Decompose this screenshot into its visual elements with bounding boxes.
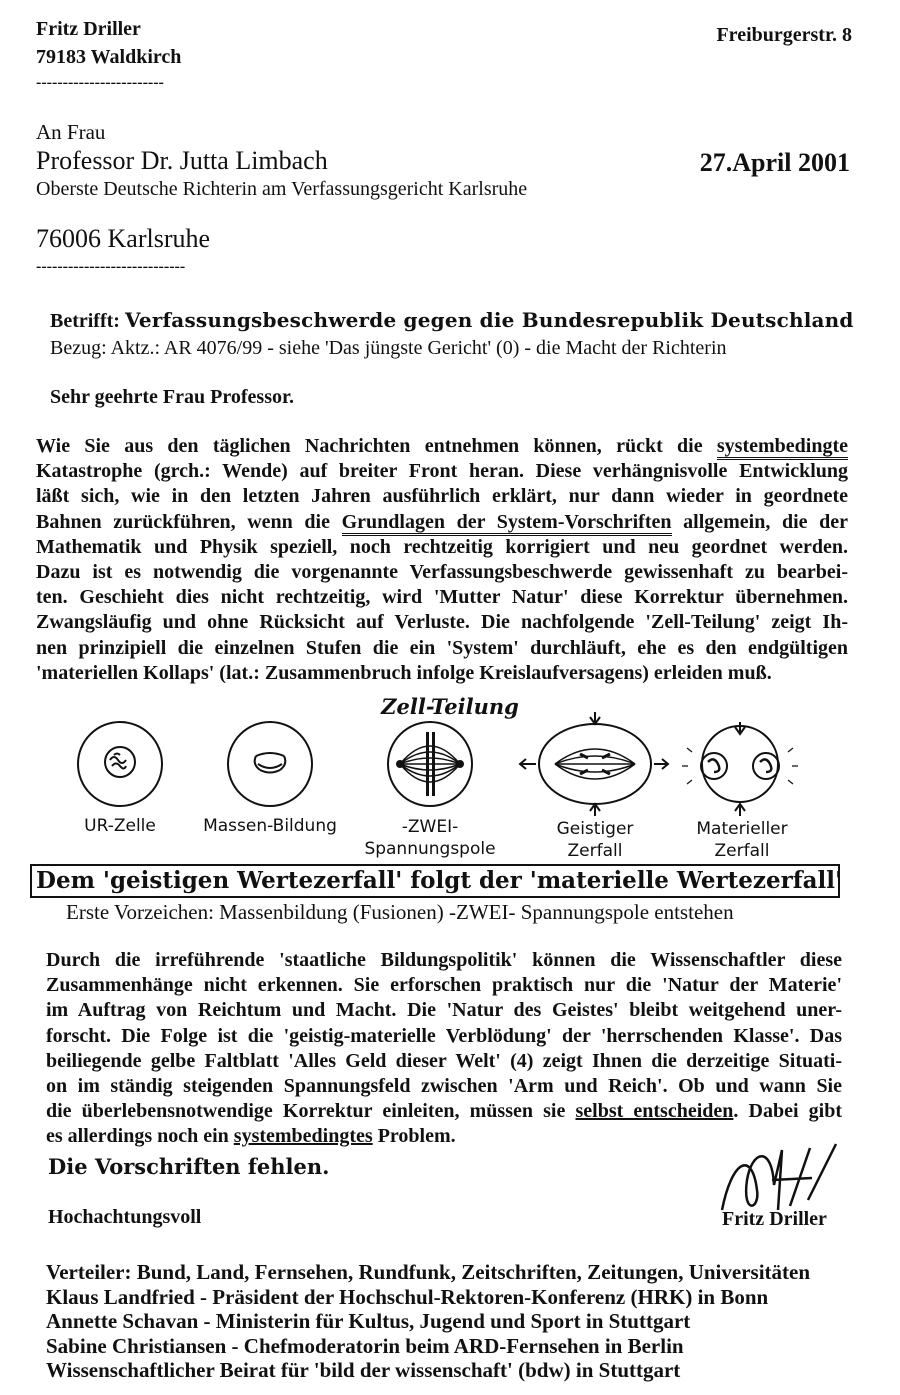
- caption-geistiger-zerfall: Geistiger Zerfall: [556, 819, 634, 861]
- figure-title: Zell-Teilung: [381, 694, 519, 719]
- recipient-title: Oberste Deutsche Richterin am Verfassungsgericht Karlsruhe: [36, 178, 528, 200]
- recipient-name: Professor Dr. Jutta Limbach: [36, 146, 328, 175]
- underlined-phrase: systembedingte: [717, 435, 848, 460]
- distribution-row: Verteiler: Bund, Land, Fernsehen, Rundfunk, Zeitschriften, Zeitungen, Universitäten: [46, 1260, 811, 1284]
- closing-statement: Die Vorschriften fehlen.: [48, 1154, 330, 1179]
- paragraph-line: on im ständig steigenden Spannungsfeld zwischen 'Arm und Reich'. Ob und wann Sie: [46, 1075, 842, 1098]
- signature-name: Fritz Driller: [722, 1208, 827, 1230]
- paragraph-line: beiliegende gelbe Faltblatt 'Alles Geld dieser Welt' (4) zeigt Ihnen die derzeitige Situati-: [46, 1049, 842, 1072]
- paragraph-line: ten. Geschieht dies nicht rechtzeitig, wird 'Mutter Natur' diese Korrektur übernehmen.: [36, 586, 848, 609]
- paragraph-line: nen prinzipiell die einzelnen Stufen die ein 'System' durchläuft, ehe es den endgültigen: [36, 636, 848, 659]
- paragraph-line: Katastrophe (grch.: Wende) auf breiter Front heran. Diese verhängnisvolle Entwicklung: [36, 460, 848, 483]
- sender-name: Fritz Driller: [36, 18, 141, 40]
- sender-city: 79183 Waldkirch: [36, 46, 182, 68]
- reference-text: Aktz.: AR 4076/99 - siehe 'Das jüngste Gericht' (0) - die Macht der Richterin: [110, 337, 727, 359]
- body-paragraph-1: [36, 434, 848, 686]
- paragraph-line: Bahnen zurückführen, wenn die Grundlagen der System-Vorschriften allgemein, die der: [36, 510, 848, 535]
- cell-spindle-icon: [388, 722, 472, 806]
- cell-telophase-icon: [682, 722, 798, 816]
- boxed-heading: Dem 'geistigen Wertezerfall' folgt der 'materielle Wertezerfall': [30, 864, 840, 898]
- closing: Hochachtungsvoll: [48, 1206, 202, 1228]
- boxed-subheading: Erste Vorzeichen: Massenbildung (Fusionen) -ZWEI- Spannungspole entstehen: [66, 900, 734, 924]
- paragraph-line: 'materiellen Kollaps' (lat.: Zusammenbruch infolge Kreislaufversagens) erleiden muß.: [36, 661, 772, 684]
- caption-massen-bildung: Massen-Bildung: [203, 816, 337, 836]
- letter-date: 27.April 2001: [699, 148, 850, 177]
- subject-label: Betrifft:: [50, 310, 120, 332]
- paragraph-line: Zwangsläufig und ohne Rücksicht auf Verluste. Die nachfolgende 'Zell-Teilung' zeigt Ih-: [36, 611, 848, 634]
- cell-division-figure: [60, 708, 820, 823]
- cell-division-diagram: [60, 708, 820, 818]
- recipient-salutation: An Frau: [36, 120, 106, 144]
- paragraph-line: Dazu ist es notwendig die vorgenannte Verfassungsbeschwerde gewissenhaft zu bearbei-: [36, 561, 848, 584]
- distribution-row: Klaus Landfried - Präsident der Hochschul-Rektoren-Konferenz (HRK) in Bonn: [46, 1284, 769, 1309]
- sender-street: Freiburgerstr. 8: [716, 24, 852, 46]
- cell-anaphase-icon: [520, 712, 668, 816]
- distribution-row: Sabine Christiansen - Chefmoderatorin beim ARD-Fernsehen in Berlin: [46, 1333, 684, 1358]
- cell-mass-icon: [228, 722, 312, 806]
- paragraph-line: Wie Sie aus den täglichen Nachrichten entnehmen können, rückt die systembedingte: [36, 434, 848, 459]
- distribution-row: Annette Schavan - Ministerin für Kultus, Jugend und Sport in Stuttgart: [46, 1309, 691, 1333]
- sender-divider: ------------------------: [36, 74, 164, 91]
- paragraph-line: Zusammenhänge nicht erkennen. Sie erforschen praktisch nur die 'Natur der Materie': [46, 974, 842, 997]
- paragraph-line: es allerdings noch ein systembedingtes Problem.: [46, 1125, 456, 1148]
- paragraph-line: die überlebensnotwendige Korrektur einleiten, müssen sie selbst entscheiden. Dabei gibt: [46, 1100, 843, 1123]
- underlined-phrase: selbst entscheiden: [575, 1100, 734, 1123]
- recipient-city: 76006 Karlsruhe: [36, 224, 211, 253]
- paragraph-line: läßt sich, wie in den letzten Jahren ausführlich erklärt, nur dann wieder in geordnete: [36, 485, 848, 508]
- subject-line: [50, 308, 854, 333]
- caption-spannungspole: -ZWEI- Spannungspole: [364, 817, 496, 859]
- underlined-phrase: Grundlagen der System-Vorschriften: [342, 511, 672, 536]
- paragraph-line: Durch die irreführende 'staatliche Bildungspolitik' können die Wissenschaftler diese: [46, 949, 842, 971]
- body-paragraph-2: [46, 948, 842, 1150]
- greeting: Sehr geehrte Frau Professor.: [50, 386, 295, 408]
- recipient-divider: ----------------------------: [36, 258, 186, 275]
- underlined-phrase: systembedingtes: [233, 1125, 373, 1148]
- paragraph-line: Mathematik und Physik speziell, noch rechtzeitig korrigiert und neu geordnet werden.: [36, 535, 848, 558]
- caption-materieller-zerfall: Materieller Zerfall: [696, 819, 788, 861]
- reference-label: Bezug:: [50, 337, 107, 359]
- caption-ur-zelle: UR-Zelle: [84, 816, 156, 836]
- paragraph-line: im Auftrag von Reichtum und Macht. Die 'Natur des Geistes' bleibt weitgehend uner-: [46, 999, 842, 1022]
- distribution-list: [46, 1260, 810, 1383]
- reference-line: [50, 337, 727, 360]
- paragraph-line: forscht. Die Folge ist die 'geistig-materielle Verblödung' der 'herrschenden Klasse'. Das: [46, 1024, 842, 1047]
- cell-ur-icon: [78, 722, 162, 806]
- distribution-row: Wissenschaftlicher Beirat für 'bild der wissenschaft' (bdw) in Stuttgart: [46, 1358, 681, 1382]
- subject-text: Verfassungsbeschwerde gegen die Bundesrepublik Deutschland: [124, 308, 854, 332]
